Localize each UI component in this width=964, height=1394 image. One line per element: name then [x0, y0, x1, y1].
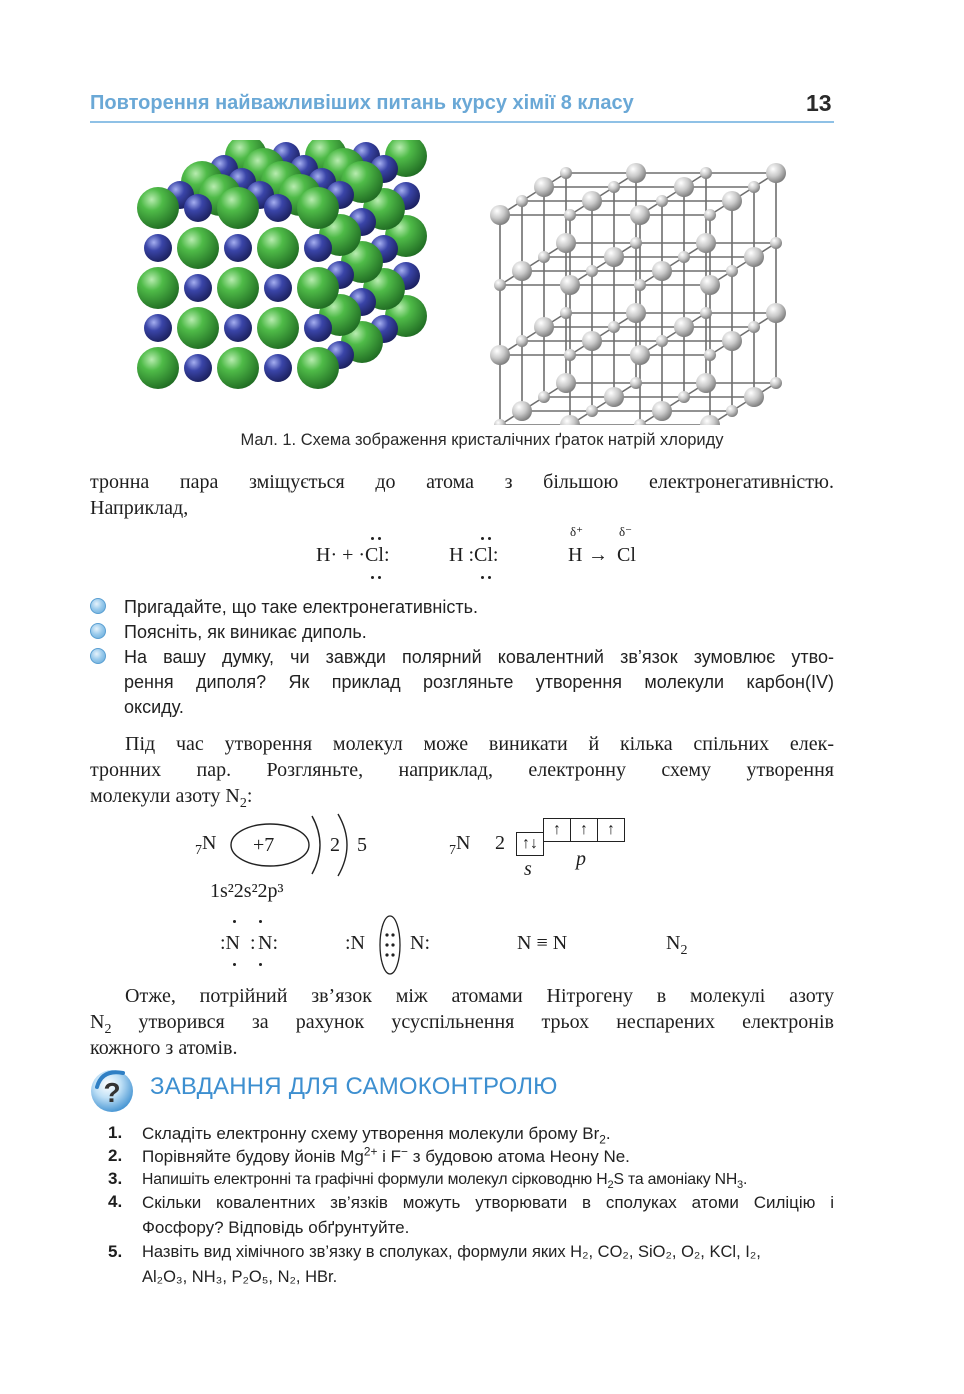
- lattice-node-small: [770, 237, 782, 249]
- lattice-node-small: [494, 419, 506, 425]
- lattice-node-large: [674, 177, 694, 197]
- chloride-ion-sphere: [217, 347, 259, 389]
- question-text: рення диполя? Як приклад розгляньте утворення молекули карбон(IV): [124, 672, 834, 692]
- chloride-ion-sphere: [217, 267, 259, 309]
- lattice-node-small: [634, 419, 646, 425]
- nucleus-charge: +7: [253, 834, 275, 856]
- electron-dot: [259, 963, 262, 966]
- lattice-node-large: [744, 247, 764, 267]
- lattice-node-small: [678, 391, 690, 403]
- lattice-node-small: [656, 195, 668, 207]
- question-text: Пригадайте, що таке електронегативність.: [124, 597, 478, 617]
- p-sublevel-label: p: [576, 848, 586, 870]
- shell-2-electrons: 5: [357, 834, 367, 856]
- chloride-ion-sphere: [297, 187, 339, 229]
- lattice-node-large: [560, 415, 580, 425]
- lattice-node-small: [564, 209, 576, 221]
- formula-arrow: →: [588, 544, 608, 566]
- lattice-node-small: [494, 279, 506, 291]
- lewis-middle-colon: :: [250, 932, 256, 954]
- task-number: 3.: [108, 1169, 123, 1188]
- lewis-shared-n-left: :N: [345, 932, 365, 954]
- question-text: На вашу думку, чи завжди полярний ковалентний зв’язок зумовлює утво-: [124, 647, 834, 667]
- lattice-node-small: [516, 195, 528, 207]
- p-orbital-box: ↑: [597, 818, 625, 842]
- lattice-node-large: [534, 317, 554, 337]
- lattice-node-small: [560, 307, 572, 319]
- lattice-node-large: [556, 233, 576, 253]
- formula-h-cl-shared: H :Cl:: [449, 544, 499, 566]
- lattice-node-small: [630, 377, 642, 389]
- sodium-ion-sphere: [184, 354, 212, 382]
- lattice-node-small: [770, 377, 782, 389]
- formula-h-plus-cl: H· + ·Cl:: [316, 544, 390, 566]
- lattice-node-large: [512, 261, 532, 281]
- task-text: Скільки ковалентних зв’язків можуть утворювати в сполуках атоми Силіцію і: [142, 1193, 834, 1212]
- lattice-node-large: [582, 331, 602, 351]
- lattice-node-large: [626, 163, 646, 183]
- lattice-node-small: [586, 265, 598, 277]
- lattice-node-small: [634, 279, 646, 291]
- lattice-node-small: [700, 167, 712, 179]
- task-text: Al₂O₃, NH₃, P₂O₅, N₂, HBr.: [142, 1268, 338, 1286]
- s-sublevel-label: s: [524, 858, 532, 880]
- lattice-node-large: [604, 247, 624, 267]
- delta-plus-label: δ⁺: [570, 524, 583, 539]
- section-title: ЗАВДАННЯ ДЛЯ САМОКОНТРОЛЮ: [150, 1073, 558, 1100]
- question-text: оксиду.: [124, 697, 184, 717]
- sodium-ion-sphere: [184, 194, 212, 222]
- sodium-ion-sphere: [184, 274, 212, 302]
- task-number: 4.: [108, 1192, 123, 1211]
- lattice-node-large: [490, 345, 510, 365]
- lattice-node-large: [604, 387, 624, 407]
- lattice-node-small: [656, 335, 668, 347]
- svg-text:?: ?: [103, 1077, 121, 1108]
- lewis-n-left: :N: [220, 932, 240, 954]
- lattice-node-small: [704, 349, 716, 361]
- sodium-ion-sphere: [144, 234, 172, 262]
- delta-minus-label: δ⁻: [619, 524, 632, 539]
- triple-bond-formula: N ≡ N: [517, 932, 568, 954]
- paragraph-line: кожного з атомів.: [90, 1037, 238, 1059]
- nacl-sphere-packing-model: [118, 140, 438, 425]
- formula-polar-h: H: [568, 544, 583, 566]
- formula-polar-cl: Cl: [617, 544, 636, 566]
- energy-level-number: 2: [495, 832, 505, 854]
- chloride-ion-sphere: [257, 307, 299, 349]
- paragraph-line: Під час утворення молекул може виникати й кілька спільних елек-: [125, 733, 834, 755]
- task-number: 5.: [108, 1242, 123, 1261]
- atom-shell-diagram: [228, 812, 378, 878]
- lattice-node-large: [766, 163, 786, 183]
- paragraph-line: Отже, потрійний зв’язок між атомами Нітрогену в молекулі азоту: [125, 985, 834, 1007]
- chloride-ion-sphere: [177, 227, 219, 269]
- lattice-node-small: [704, 209, 716, 221]
- electron-dot: [259, 920, 262, 923]
- electron-dot: [233, 963, 236, 966]
- lattice-node-large: [630, 345, 650, 365]
- sodium-ion-sphere: [144, 314, 172, 342]
- question-bullet-icon: [90, 598, 106, 614]
- figure-caption: Мал. 1. Схема зображення кристалічних ґраток натрій хлориду: [240, 431, 724, 449]
- lattice-node-large: [512, 401, 532, 421]
- lattice-node-large: [722, 331, 742, 351]
- nacl-ball-stick-lattice: [478, 140, 798, 425]
- page-number: 13: [806, 90, 832, 116]
- nitrogen-atom-symbol: $_7$N: [195, 832, 217, 858]
- paragraph-line: $N_2$ утворився за рахунок усуспільнення трьох неспарених електронів: [90, 1011, 834, 1037]
- question-bullet-icon: [90, 623, 106, 639]
- lattice-node-small: [608, 181, 620, 193]
- lattice-node-large: [560, 275, 580, 295]
- s-orbital-box: ↑↓: [516, 832, 544, 856]
- chloride-ion-sphere: [137, 347, 179, 389]
- running-header-title: Повторення найважливіших питань курсу хімії 8 класу: [90, 92, 634, 114]
- electron-dot: [378, 537, 381, 540]
- lattice-node-large: [556, 373, 576, 393]
- lattice-node-large: [696, 373, 716, 393]
- electron-dot: [481, 537, 484, 540]
- header-rule: [90, 121, 834, 123]
- lattice-node-small: [726, 405, 738, 417]
- paragraph-line: Наприклад,: [90, 497, 189, 519]
- task-text: Назвіть вид хімічного зв’язку в сполуках, формули яких H₂, CO₂, SiO₂, O₂, KCl, I₂,: [142, 1243, 761, 1261]
- lattice-node-large: [700, 275, 720, 295]
- paragraph-line: тронних пар. Розгляньте, наприклад, електронну схему утворення: [90, 759, 834, 781]
- task-number: 2.: [108, 1146, 123, 1165]
- lattice-node-small: [630, 237, 642, 249]
- lattice-node-small: [678, 251, 690, 263]
- sodium-ion-sphere: [224, 314, 252, 342]
- p-orbital-box: ↑: [543, 818, 571, 842]
- chloride-ion-sphere: [257, 227, 299, 269]
- lattice-node-small: [700, 307, 712, 319]
- lattice-node-small: [564, 349, 576, 361]
- lattice-node-large: [674, 317, 694, 337]
- lattice-node-large: [652, 261, 672, 281]
- paragraph-line: тронна пара зміщується до атома з більшою електронегативністю.: [90, 471, 834, 493]
- lattice-node-large: [744, 387, 764, 407]
- lattice-node-large: [490, 205, 510, 225]
- electron-dot: [371, 576, 374, 579]
- sodium-ion-sphere: [304, 234, 332, 262]
- chloride-ion-sphere: [297, 267, 339, 309]
- lattice-node-large: [582, 191, 602, 211]
- sodium-ion-sphere: [264, 354, 292, 382]
- electron-dot: [481, 576, 484, 579]
- lattice-node-small: [538, 391, 550, 403]
- electron-configuration: 1s²2s²2p³: [210, 880, 284, 902]
- lattice-node-large: [534, 177, 554, 197]
- chloride-ion-sphere: [137, 187, 179, 229]
- p-orbital-box: ↑: [570, 818, 598, 842]
- nitrogen-atom-symbol: $_7$N: [449, 832, 471, 858]
- lattice-node-large: [630, 205, 650, 225]
- lattice-node-large: [700, 415, 720, 425]
- question-text: Поясніть, як виникає диполь.: [124, 622, 367, 642]
- lattice-node-small: [608, 321, 620, 333]
- electron-dot: [488, 537, 491, 540]
- sodium-ion-sphere: [264, 274, 292, 302]
- task-text: Порівняйте будову йонів $Mg^{2+}$ і F− з будовою атома Неону Ne.: [142, 1144, 630, 1166]
- lewis-n-right: N:: [258, 932, 278, 954]
- electron-dot: [233, 920, 236, 923]
- molecular-formula: $N_2$: [666, 932, 688, 958]
- electron-dot: [378, 576, 381, 579]
- chloride-ion-sphere: [177, 307, 219, 349]
- question-bullet-icon: [90, 648, 106, 664]
- lattice-node-large: [696, 233, 716, 253]
- chloride-ion-sphere: [217, 187, 259, 229]
- shell-1-electrons: 2: [330, 834, 340, 856]
- task-number: 1.: [108, 1123, 123, 1142]
- lattice-node-small: [748, 321, 760, 333]
- question-mark-icon: [88, 1065, 138, 1115]
- lattice-node-small: [748, 181, 760, 193]
- paragraph-line: молекули азоту $N_2$:: [90, 785, 253, 811]
- lattice-node-large: [626, 303, 646, 323]
- electron-dot: [371, 537, 374, 540]
- shared-electron-pairs-oval: [377, 914, 403, 976]
- sodium-ion-sphere: [224, 234, 252, 262]
- task-text: Фосфору? Відповідь обґрунтуйте.: [142, 1218, 410, 1237]
- sodium-ion-sphere: [304, 314, 332, 342]
- lattice-node-small: [538, 251, 550, 263]
- task-text: Напишіть електронні та графічні формули молекул сірководню $H_2S$ та амоніаку $NH_3$.: [142, 1171, 748, 1192]
- task-text: Складіть електронну схему утворення молекули брому $Br_2$.: [142, 1124, 611, 1147]
- electron-dot: [488, 576, 491, 579]
- lattice-node-small: [586, 405, 598, 417]
- lattice-node-small: [726, 265, 738, 277]
- chloride-ion-sphere: [297, 347, 339, 389]
- lattice-node-large: [652, 401, 672, 421]
- lattice-node-small: [516, 335, 528, 347]
- sodium-ion-sphere: [264, 194, 292, 222]
- chloride-ion-sphere: [137, 267, 179, 309]
- lewis-shared-n-right: N:: [410, 932, 430, 954]
- lattice-node-large: [766, 303, 786, 323]
- lattice-node-small: [560, 167, 572, 179]
- lattice-node-large: [722, 191, 742, 211]
